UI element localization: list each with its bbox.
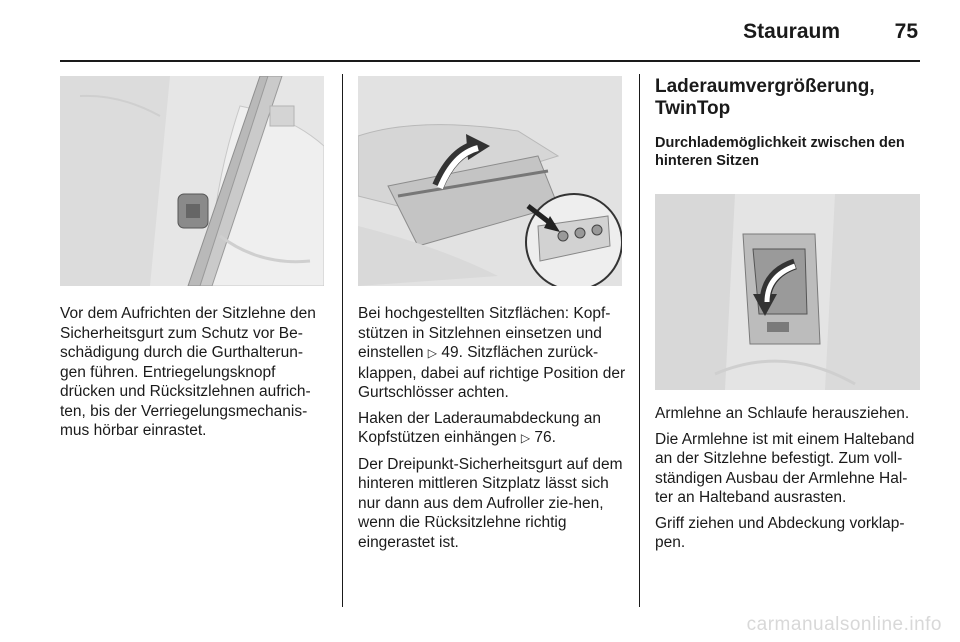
figure-seatbelt-guide [60, 76, 324, 286]
right-paragraph-1: Armlehne an Schlaufe herausziehen. [655, 405, 910, 422]
middle-paragraph-2: Haken der Laderaumabdeckung an Kopfstützen einhängen ▷ 76. [358, 409, 602, 446]
column-divider-left [342, 74, 343, 607]
seatbelt-illustration [60, 76, 324, 286]
page-title: Stauraum [743, 20, 840, 43]
sub-heading: Durchlademöglichkeit zwischen den hinteren Sitzen [655, 135, 905, 169]
page-header [60, 14, 920, 48]
column-divider-right [639, 74, 640, 607]
middle-paragraph-3: Der Dreipunkt-Sicherheitsgurt auf dem hinteren mittleren Sitzplatz lässt sich nur dann aus dem Aufroller zie-hen, wenn die Rücksitzlehne richtig eingerastet ist. [358, 455, 623, 551]
left-column-text [60, 304, 328, 447]
watermark: carmanualsonline.info [746, 614, 942, 635]
figure-armrest [655, 194, 920, 390]
left-paragraph: Vor dem Aufrichten der Sitzlehne den Sicherheitsgurt zum Schutz vor Be-schädigung durch die Gurthalterun-gen führen. Entriegelungsknopf drücken und Rücksitzlehnen aufrich-ten, bis der Verriegelungsmechanis-mus hörbar einrastet. [60, 305, 316, 439]
header-rule [60, 60, 920, 62]
armrest-illustration [655, 194, 920, 390]
page-reference-icon: ▷ [520, 431, 531, 445]
seat-cushion-illustration [358, 76, 622, 286]
page-number: 75 [894, 20, 918, 43]
page-reference-icon: ▷ [427, 346, 438, 360]
right-paragraph-3: Griff ziehen und Abdeckung vorklap-pen. [655, 514, 905, 551]
figure-seat-cushion [358, 76, 622, 286]
section-heading: Laderaumvergrößerung, TwinTop [655, 76, 875, 119]
right-column-text [655, 404, 923, 559]
middle-column-text [358, 304, 626, 558]
right-paragraph-2: Die Armlehne ist mit einem Halteband an der Sitzlehne befestigt. Zum voll-ständigen Ausbau der Armlehne Hal-ter an Halteband ausrasten. [655, 430, 915, 506]
middle-paragraph-1: Bei hochgestellten Sitzflächen: Kopf-stützen in Sitzlehnen einsetzen und einstellen ▷ 49. Sitzflächen zurück-klappen, dabei auf richtige Position der Gurtschlösser achten. [358, 305, 626, 401]
